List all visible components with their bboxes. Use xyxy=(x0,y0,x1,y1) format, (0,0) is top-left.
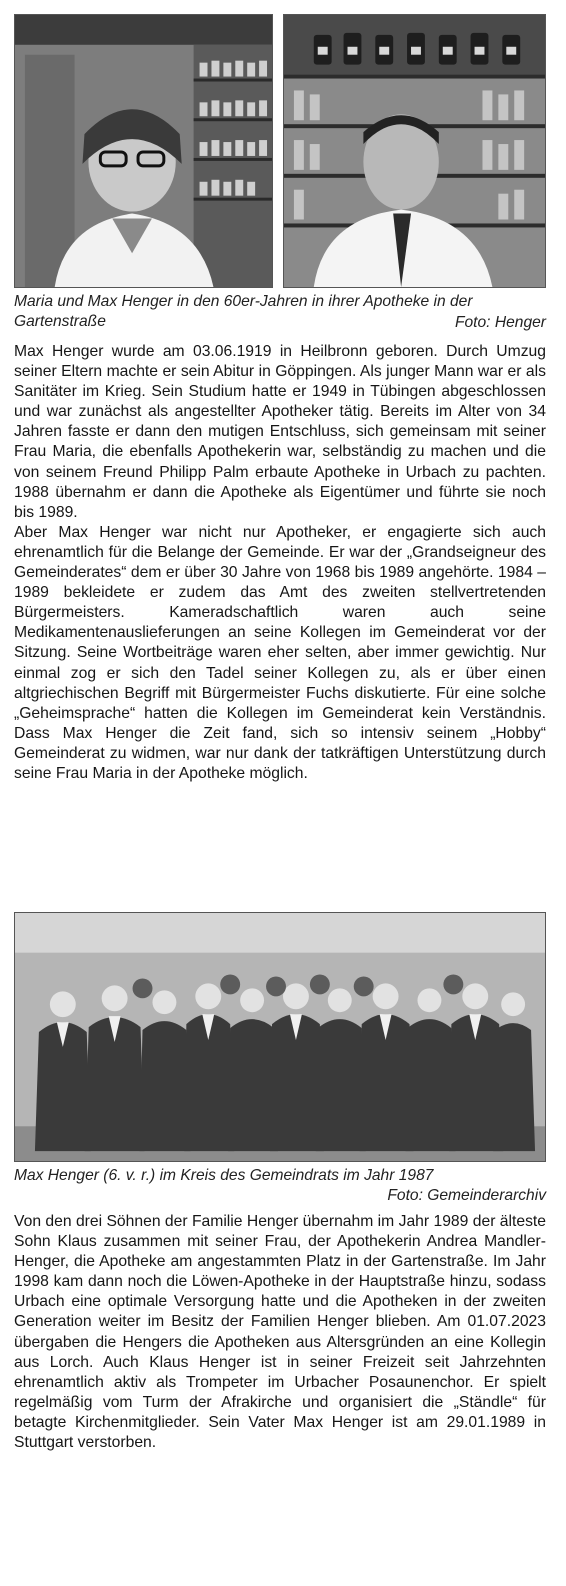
photo-council-group xyxy=(14,912,546,1162)
photo-credit: Foto: Gemeinderarchiv xyxy=(387,1186,546,1204)
article-text-top xyxy=(14,342,546,784)
council-group-image xyxy=(15,913,545,1161)
photo-caption-council xyxy=(14,1166,546,1206)
paragraph-succession: Von den drei Söhnen der Familie Henger übernahm im Jahr 1989 der älteste Sohn Klaus zusammen mit seiner Frau, der Apothekerin Andrea Mandler-Henger, die Apotheke am angestammten Platz in der Gartenstraße. Im Jahr 1998 kam dann noch die Löwen-Apotheke in der Hauptstraße hinzu, sodass Urbach eine optimale Versorgung hatte und die Apotheken in der zweiten Generation weiter im Besitz der Familien Henger blieben. Am 01.07.2023 übergaben die Hengers die Apotheken aus Altersgründen an eine Kollegin aus Lorch. Auch Klaus Henger ist in seiner Freizeit seit Jahrzehnten ehrenamtlich aktiv als Trompeter im Urbacher Posaunenchor. Er spielt regelmäßig vom Turm der Afrakirche und organisiert die „Ständle“ für betagte Kirchenmitglieder. Sein Vater Max Henger ist am 29.01.1989 in Stuttgart verstorben. xyxy=(14,1213,546,1452)
paragraph-biography: Max Henger wurde am 03.06.1919 in Heilbronn geboren. Durch Umzug seiner Eltern machte er sein Abitur in Göppingen. Als junger Mann war er als Sanitäter im Krieg. Sein Studium hatte er 1949 in Tübingen abgeschlossen und war zunächst als angestellter Apotheker tätig. Bereits im Alter von 34 Jahren fasste er dann den mutigen Entschluss, sich gemeinsam mit seiner Frau Maria, die ebenfalls Apothekerin war, selbständig zu machen und die von seinem Freund Philipp Palm erbaute Apotheke in Urbach zu pachten. 1988 übernahm er dann die Apotheke als Eigentümer und führte sie noch bis 1989. xyxy=(14,343,546,521)
caption-text: Max Henger (6. v. r.) im Kreis des Gemeindrats im Jahr 1987 xyxy=(14,1167,434,1184)
photo-maria-henger xyxy=(14,14,273,288)
photo-credit: Foto: Henger xyxy=(454,313,546,331)
pharmacy-jars-image xyxy=(284,15,545,287)
caption-text: Maria und Max Henger in den 60er-Jahren in ihrer Apotheke in der Gartenstraße xyxy=(14,293,473,330)
photo-caption-couple xyxy=(14,292,546,332)
photo-max-henger xyxy=(283,14,546,288)
paragraph-council: Aber Max Henger war nicht nur Apotheker, er engagierte sich auch ehrenamtlich für die Belange der Gemeinde. Er war der „Grandseigneur des Gemeinderates“ dem er über 30 Jahre von 1968 bis 1989 angehörte. 1984 – 1989 bekleidete er zudem das Amt des zweiten stellvertretenden Bürgermeisters. Kameradschaftlich waren auch seine Medikamentenauslieferungen an seine Kollegen im Gemeinderat vor der Sitzung. Seine Wortbeiträge waren eher selten, aber immer gewichtig. Nur einmal zog er sich den Tadel seiner Kollegen zu, als er über einen altgriechischen Begriff mit Bürgermeister Fuchs diskutierte. Für eine solche „Geheimsprache“ hatten die Kollegen im Gemeinderat kein Verständnis. Dass Max Henger die Zeit fand, sich so intensiv seinem „Hobby“ Gemeinderat zu widmen, war nur dank der tatkräftigen Unterstützung durch seine Frau Maria in der Apotheke möglich. xyxy=(14,523,546,782)
pharmacy-shelves-image xyxy=(15,15,272,287)
article-text-bottom xyxy=(14,1212,546,1453)
